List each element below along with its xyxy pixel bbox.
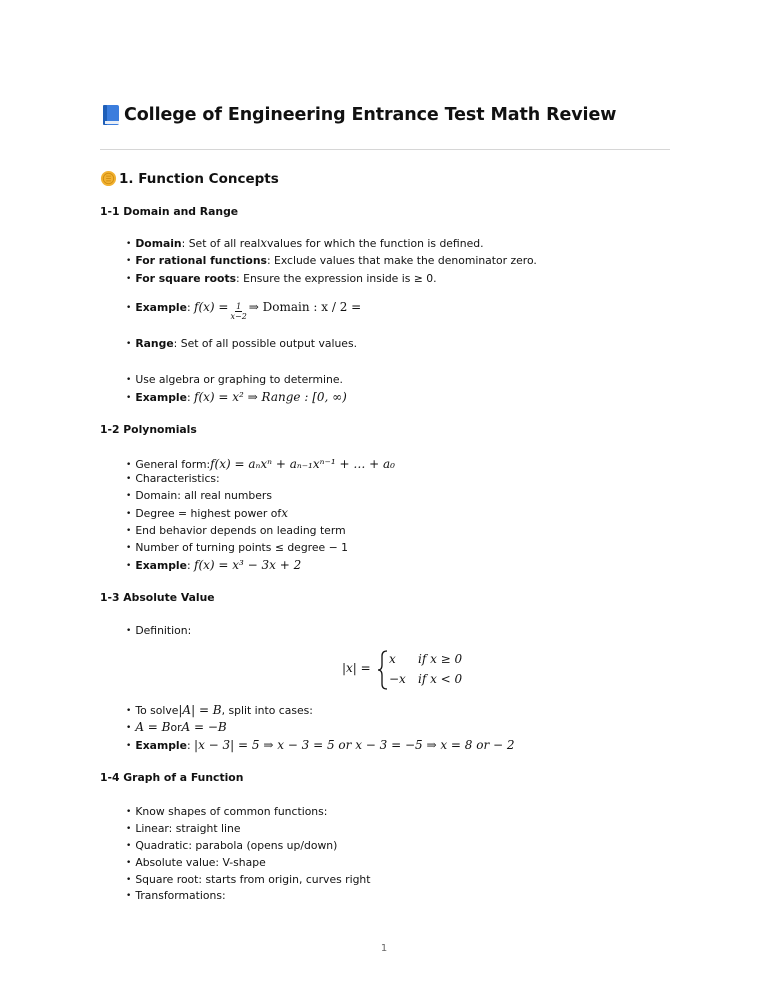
page-title: College of Engineering Entrance Test Math Review: [100, 104, 616, 126]
list-item: • Definition:: [126, 624, 192, 637]
list-item: • Number of turning points ≤ degree − 1: [126, 541, 348, 554]
list-item: • Square root: starts from origin, curves right: [126, 873, 371, 886]
list-item: • Domain: all real numbers: [126, 489, 272, 502]
list-item: • Linear: straight line: [126, 822, 241, 835]
list-item: • Transformations:: [126, 889, 226, 902]
subsection-heading: 1-1 Domain and Range: [100, 205, 239, 218]
brace-glyph: [377, 650, 389, 690]
list-item: • Characteristics:: [126, 472, 220, 485]
list-item: • End behavior depends on leading term: [126, 524, 346, 537]
list-item: • For square roots : Ensure the expression inside is ≥ 0.: [126, 272, 437, 285]
list-item: • General form: f(x) = aₙxⁿ + aₙ₋₁xⁿ⁻¹ + … + a₀: [126, 457, 395, 471]
list-item: • A = B or A = −B: [126, 720, 227, 734]
subsection-heading: 1-4 Graph of a Function: [100, 771, 244, 784]
coin-icon: [100, 170, 117, 187]
book-icon: [100, 104, 122, 126]
list-item: • Example : f(x) = x³ − 3x + 2: [126, 558, 302, 572]
title-divider: [100, 149, 670, 150]
list-item: • Range : Set of all possible output values.: [126, 337, 358, 350]
list-item: • Know shapes of common functions:: [126, 805, 328, 818]
list-item: • Example : f(x) = x² ⇒ Range : [0, ∞): [126, 390, 347, 404]
subsection-heading: 1-2 Polynomials: [100, 423, 197, 436]
list-item: • Domain : Set of all real x values for which the function is defined.: [126, 236, 484, 250]
list-item: • For rational functions : Exclude values that make the denominator zero.: [126, 254, 537, 267]
list-item: • Example : f(x) = $\frac{1}{x-2}$ ⇒ Domain : x / 2 =: [126, 300, 362, 321]
subsection-heading: 1-3 Absolute Value: [100, 591, 215, 604]
page-number: 1: [380, 943, 388, 954]
list-item: • Use algebra or graphing to determine.: [126, 373, 343, 386]
section-heading: 1. Function Concepts: [100, 170, 279, 187]
list-item: • Quadratic: parabola (opens up/down): [126, 839, 338, 852]
list-item: • To solve |A| = B , split into cases:: [126, 703, 313, 717]
list-item: • Absolute value: V-shape: [126, 856, 266, 869]
list-item: • Example : |x − 3| = 5 ⇒ x − 3 = 5 or x − 3 = −5 ⇒ x = 8 or − 2: [126, 738, 515, 752]
document-page: College of Engineering Entrance Test Math Review 1. Function Concepts 1-1 Domain and Range • Domain : Set of all real x values for which the function is defined. • For rational functions : Exclude values that make the denominator zero. • For square roots : Ensure the expression inside is ≥ 0. • Example : f(x) = $\frac{1}{x-2}$ ⇒ Domain : x / 2 = • Range : Set of all possible output values. • Use algebra or graphing to determine. • Example : f(x) = x² ⇒ Range : [0, ∞) 1-2 Polynomials • General form: f(x) = aₙxⁿ + aₙ₋₁xⁿ⁻¹ + … + a₀ • Characteristics: • Domain: all real numbers • Degree = highest power of x • End behavior depends on leading term • Number of turning points ≤ degree − 1 • Example : f(x) = x³ − 3x + 2 1-3 Absolute Value • Definition: |x| = x if x ≥ 0 −x if x < 0 • To solve |A| = B , split into cases: • A = B or A = −B • Example : |x − 3| = 5 ⇒ x − 3 = 5 or x − 3 = −5 ⇒ x = 8 or − 2 1-4 Graph of a Function • Know shapes of common functions: • Linear: straight line • Quadratic: parabola (opens up/down) • Absolute value: V-shape • Square root: starts from origin, curves right • Transformations: 1: [0, 0, 768, 994]
list-item: • Degree = highest power of x: [126, 506, 288, 520]
